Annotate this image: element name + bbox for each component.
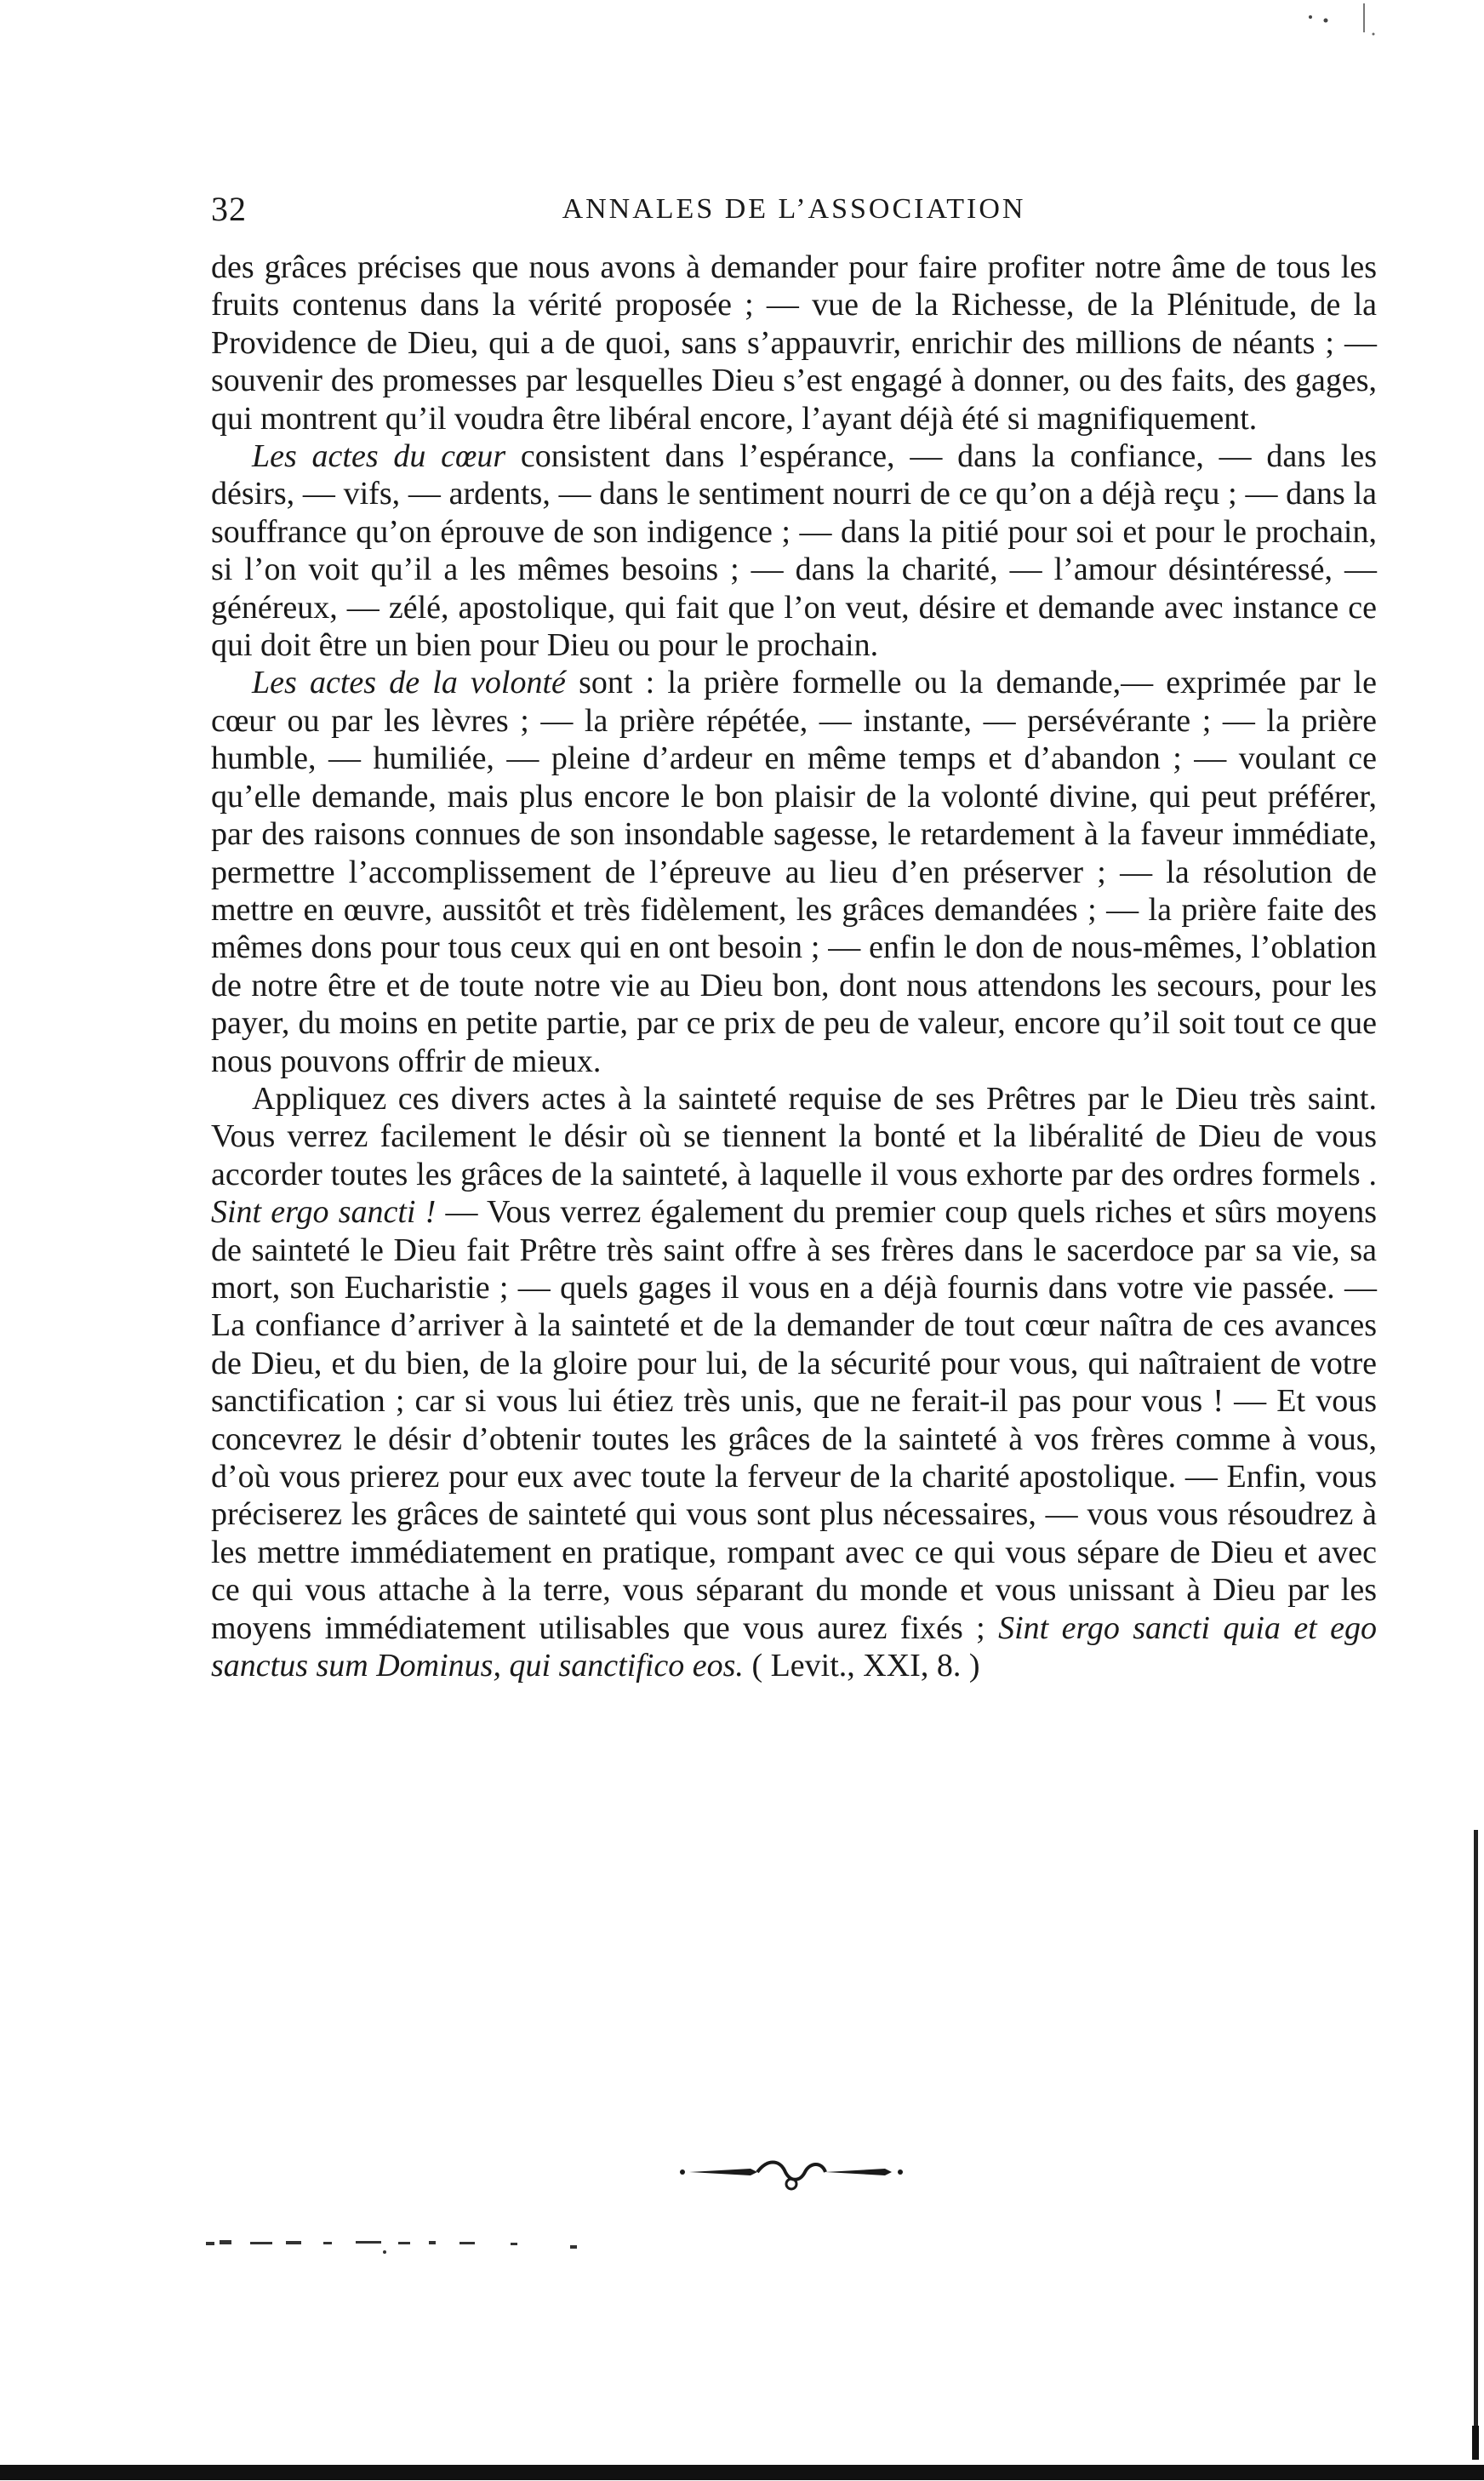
paragraph-2-text: consistent dans l’espérance, — dans la confiance, — dans les désirs, — vifs, — ardents, — dans le sentiment nourri de ce qu’on a déjà reçu ; — dans la souffrance qu’on éprouve de son indigence ; — dans la pitié pour soi et pour le prochain, si l’on voit qu’il a les mêmes besoins ; — dans la charité, — l’amour désintéressé, — généreux, — zélé, apostolique, qui fait que l’on veut, désire et demande avec instance ce qui doit être un bien pour Dieu ou pour le prochain. <box>211 438 1377 664</box>
paragraph-2-lead: Les actes du cœur <box>252 438 506 475</box>
paragraph-4 <box>211 1080 1377 1685</box>
scan-bottom-edge <box>0 2465 1484 2480</box>
paragraph-1-text: des grâces précises que nous avons à demander pour faire profiter notre âme de tous les fruits contenus dans la vérité proposée ; — vue de la Richesse, de la Plénitude, de la Providence de Dieu, qui a de quoi, sans s’appauvrir, enrichir des millions de néants ; — souvenir des promesses par lesquelles Dieu s’est engagé à donner, ou des faits, des gages, qui montrent qu’il voudra être libéral encore, l’ayant déjà été si magnifiquement. <box>211 249 1377 437</box>
paragraph-3-lead: Les actes de la volonté <box>252 665 566 701</box>
page-header <box>211 189 1377 230</box>
paragraph-4-text-a: Appliquez ces divers actes à la sainteté requise de ses Prêtres par le Dieu très saint. Vous verrez facilement le désir où se tiennent la bonté et la libéralité de Dieu de vous accorder toutes les grâces de la sainteté, à laquelle il vous exhorte par des ordres formels . <box>211 1080 1377 1192</box>
corner-specks <box>1268 0 1438 43</box>
paragraph-2 <box>211 437 1377 664</box>
body-text <box>211 249 1377 1684</box>
page-number: 32 <box>211 190 247 228</box>
ornament-divider <box>672 2153 910 2196</box>
paragraph-4-text-b: — Vous verrez également du premier coup quels riches et sûrs moyens de sainteté le Dieu fait Prêtre très saint offre à ses frères dans le sacerdoce par sa vie, sa mort, son Eucharistie ; — quels gages il vous en a déjà fournis dans votre vie passée. — La confiance d’arriver à la sainteté et de la demander de tout cœur naîtra de ces avances de Dieu, et du bien, de la gloire pour lui, de la sécurité pour vous, qui naîtraient de votre sanctification ; car si vous lui étiez très unis, que ne ferait-il pas pour vous ! — Et vous concevrez le désir d’obtenir toutes les grâces de la sainteté à vos frères comme à vous, d’où vous prierez pour eux avec toute la ferveur de la charité apostolique. — Enfin, vous préciserez les grâces de sainteté qui vous sont plus nécessaires, — vous vous résoudrez à les mettre immédiatement en pratique, rompant avec ce qui vous sépare de Dieu et avec ce qui vous attache à la terre, vous séparant du monde et vous unissant à Dieu par les moyens immédiatement utilisables que vous aurez fixés ; <box>211 1194 1377 1646</box>
paragraph-3 <box>211 664 1377 1079</box>
stray-specks <box>204 2230 681 2255</box>
paragraph-1 <box>211 249 1377 437</box>
binding-edge <box>1465 1830 1484 2477</box>
paragraph-3-text: sont : la prière formelle ou la demande,— exprimée par le cœur ou par les lèvres ; — la prière répétée, — instante, — persévérante ; — la prière humble, — humiliée, — pleine d’ardeur en même temps et d’abandon ; — voulant ce qu’elle demande, mais plus encore le bon plaisir de la volonté divine, qui peut préférer, par des raisons connues de son insondable sagesse, le retardement à la faveur immédiate, permettre l’accomplissement de l’épreuve au lieu d’en préserver ; — la résolution de mettre en œuvre, aussitôt et très fidèlement, les grâces demandées ; — la prière faite des mêmes dons pour tous ceux qui en ont besoin ; — enfin le don de nous-mêmes, l’oblation de notre être et de toute notre vie au Dieu bon, dont nous attendons les secours, pour les payer, du moins en petite partie, par ce prix de peu de valeur, encore qu’il soit tout ce que nous pouvons offrir de mieux. <box>211 665 1377 1079</box>
running-title: ANNALES DE L’ASSOCIATION <box>562 193 1026 225</box>
paragraph-4-quote-b: Sint ergo sancti quia et ego sanctus sum Dominus, qui sanctifico eos. <box>211 1609 1377 1684</box>
paragraph-4-citation: ( Levit., XXI, 8. ) <box>743 1648 980 1684</box>
paragraph-4-quote-a: Sint ergo sancti ! <box>211 1194 437 1231</box>
